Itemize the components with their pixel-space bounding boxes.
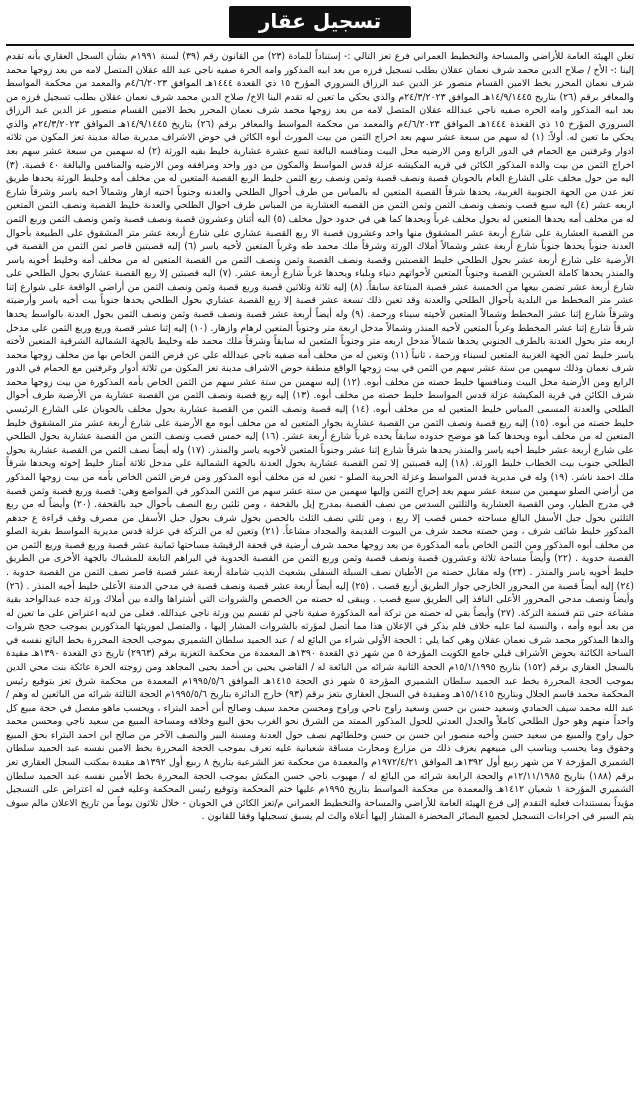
notice-body-block xyxy=(6,44,634,1100)
notice-body-text: تعلن الهيئة العامة للأراضي والمساحة والتخطيط العمراني فرع تعز التالي :- إستناداً للمادة (٢٣) من القانون رقم (٣٩) لسنة ١٩٩١م بشأن السجل العقاري بأنه تقدم إلينا :- الأخ / صلاح الدين محمد شرف نعمان عقلان بطلب تسجيل فرزه من بعد ابيه المذكور وامه الحرة صفيه ناجي عبد الله عقلان المتصل لامه من بعد زوجها محمد شرف نعمان المحرر بخط الامين القسام منصور عز الدين عبد الرزاق السروري المؤرخ ١٥ ذي القعدة ١٤٤٤هـ الموافق ٤/٦/٢٠٢٣م والمعمد من محكمة المواسط والمعافر برقم (٢٦) بتاريخ ١٤/٩/١٤٤٥هـ الموافق ٢٤/٣/٢٠٢٣م والذي يحكي ما تعين له تقدم الينا الاخ/ صلاح الدين محمد شرف نعمان عقلان بطلب تسجيل فرزه من بعد ابيه المذكور وامه الحره صفيه ناجي عبدالله عقلان المتصل لامه من بعد زوجها محمد شرف نعمان المحرر بخط الامين القسام منصور عز الدين عبد الرزاق السروري المؤرخ ١٥ ذي القعدة ١٤٤٤هـ الموافق ٤/٦/٢٠٢٣م والمعمد من محكمة المواسط والمعافر برقم (٢٦) بتاريخ ١٤/٩/١٤٤٥هـ الموافق ٢٤/٣/٢٠٢٣م والذي يحكي ما تعين له. أولاً: (١) له سهم من سبعة عشر سهم بعد اخراج الثمن من بيت المورث أبوه الكائن في حوض الاشراف مديرية صالة مدينة تعز المكون من ثلاثه ادوار وغرفتين مع الحمام في الدور الرابع ومن الارضيه محل البيت ومنافسه البالغة تسع عشرة عشارية خليط بقيه الورثة (٢) له سهمين من سبعة عشر سهم بعد اخراج الثمن من بيت والده المذكور الكائن في قريه المكيشه عزلة قدس المواسط والمكون من دور واحد ومرافقه ومن الارضيه والمنافس والبالغة ٤٠ قصبة. (٣) اليه من حول مخلف على الشارع العام بالحوبان قصبة ونصف قصبة وثمن ونصف ربع الثمن خليط الربع القصبة المتعين له من مخلف أمه وخليط الورثة يحدها طريق تعز عدن من الجهة الجنوبية الغربية، يحدها شرقاً القصبة المتعين له بالمباس من طرف أحوال الطلحي والعدنه وجنوباً اختيه ازهار وشمالاً اخيه ياسر وشرقاً شارع اربعه عشر (٤) اليه سبع قصب ونصف ونصف الثمن وثمن الثمن من القصبه العشارية من المباس طرف احوال الطلحي والعدنة خليط القصبة ونصف الثمن المتعين له من مخلف أمه يحدها المتعين له بحول مخلف غرباً وبحدها كما هي في حدود حول مخلف (٥) اليه أثنان وعشرون قصبة ونصف قصبة وثمن ونصف الثمن وربع الثمن من القصبة العشارية على شارع أربعة عشر المشقوق منها واحد وعشرون قصبة الا ربع القصبة عشاري على شارع أربعة عشر متر المشقوق على الطبيعة بأحوال العدنة جنوباً يحدها جنوباً شارع أربعة عشر وشمالاً أملاك الورثة وشرقاً ملك محمد طه وغرباً المتعين لأخيه ياسر (٦) إليه قصبتين قاصر ثمن الثمن من القصبة في الأرضية على شارع أربعة عشر بحول الطلحي خليط القصبتين وقصبة ونصف القصبة وثمن ونصف الثمن من القصبة المتعين له من مخلف أمه وخليط أخويه ياسر والمنذر يحدها كاملة العشرين القصبة وجنوباً المتعين لأخواتهم دنياء وبلباء ويحدها غرباً شارع أربعة عشر. (٧) اليه قصبتين إلا ربع القصبة عشاري بحول الطلحي على شارع أربعة عشر تضمن بيعها من الخمسة عشر قصبة المبتاعة سابقاً. (٨) إليه ثلاثة وثلاثين قصبة وربع قصبة وثمن ونصف الثمن من أراضي الواقعة على شوارع إثنا عشر متر المخطط من البلدية بأحوال الطلحي والعدنة وقد تعين ذلك تسعة عشر قصبة إلا ربع القصبة عشاري بحول الطلحي يحدها جنوباً بيت أخيه ياسر وأرضيته وشرقاً شارع إثنا عشر المخطط وشمالاً المتعين لأخيته سيناء ورحمة. (٩) وله أيضاً أربعة عشر قصبة ونصف قصبة وثمن ونصف الثمن بحول العدنة بالواسط يحدها شرقاً شارع إثنا عشر المخطط وغرباً المتعين لأخيه المنذر وشمالاً مدخل اربعة متر وجنوباً المتعين لرهام وازهار. (١٠) إليه إثنا عشر قصبة وربع وربع الثمن على مدخل اربعه متر بحول العدنة بالطرف الجنوبي يحدها شمالاً مدخل اربعه متر وجنوباً المتعين له سابقاً وشرقاً ملك محمد طه وخليط بالجهة الشمالية الشرقية المتعين لأخته ياسر خليط ثمن الجهة الغربية المتعين لسيناء ورحمة ، ثانياً (١١) وتعين له من مخلف أمه صفيه ناجي عبدالله علي عن فرض الثمن الخاص بها من مخلف زوجها محمد شرف نعمان وذلك سهمين من ستة عشر سهم من الثمن في بيت زوجها الواقع منطقة حوض الاشراف مدينة تعز المكون من ثلاثة أدوار وغرفتين مع الحمام في الدور الرابع ومن الأرضية محل البيت ومنافسها خليط حصته من مخلف أبوه. (١٢) إليه سهمين من ستة عشر سهم من الثمن الخاص بأمه المذكورة من بيت زوجها محمد شرف الكائن في قرية المكيشة عزلة قدس المواسط خليط حصته من مخلف أبوه. (١٣) إليه ربع قصبة ونصف الثمن من القصبة عشارية من الأرضية طرف أحوال الطلحي والعدنة المسمى المباس خليط المتعين له من مخلف أبوه. (١٤) إليه قصبة ونصف الثمن من القصبة عشارية بحول مخلف بالحوبان على الشارع الرئيسي خليط حصته من أبوه. (١٥) إليه ربع قصبة ونصف الثمن من القصبة عشارية بجوار المتعين له من مخلف أبوه مع الأرضية على شارع أربعة عشر متر المشقوق خليط المتعين له من مخلف أبوه ويحدها كما هو موضح حدوده سابقاً يحده غرباً شارع أربعة عشر. (١٦) إليه خمس قصب ونصف الثمن من القصبة عشارية بحول الطلحي على شارع أربعة عشر خليط أخيه ياسر والمنذر يحدها شرقاً شارع إثنا عشر وجنوباً المتعين لأخويه ياسر والمنذر. (١٧) وله أيضاً نصف الثمن من القصبة عشارية بحول الطلحي جنوب بيت الخطاب خليط الورثة. (١٨) إليه قصبتين إلا ثمن القصبة عشارية بحول العدنة بالجهة الشمالية على مدخل ثلاثة أمتار خليط إخوته ويحدها شرقاً ملك احمد ناشر. (١٩) وله في مديرية قدس المواسط وعزلة الحريبة الصلو - تعين له من مخلف أبوه المذكور ومن فرض الثمن الخاص بأمه من بيت زوجها المذكور من أراضي الصلو سهمين من سبعة عشر سهم بعد إخراج الثمن وإليها سهمين من ستة عشر سهم من الثمن المذكور في المواضع وهي: قصبة وربع قصبة وثمن قصبة في مدرج الطيار، ومن القصبة العشارية والثلثين السدس من نصف القصبة بمدرج إيل بالقحفة ، ومن ثلثين ربع النصف بأحوال حيد بالقحفة. (٢٠) وأيضاً له من ربع الثلثين بحول جبل الأسفل البالغ مساحته خمس قصب إلا ربع ، ومن ثلثي نصف الثلث بالحصن بحول شرف بحول جبل الأسفل من مصرف وقف قراءة ع جدهم المذكور خليط شائف شرف ، ومن حصته محمد شرف من البيوت القديمة والمجداد مشاعاً. (٢١) وتعين له من التركة في عزلة قدس مديرية المواسط بقرية الصلو من مخلف أبوه المذكور ومن الثمن الخاص بأمه المذكورة من بعد زوجها محمد شرف أرضية في قحفة الرقيشة مساحتها ثمانية عشر قصبة وربع قصبة وربع الثمن من القصبة حدوية . (٢٢) وأيضاً مساحة ثلاثة وعشرون قصبة ونصف قصبة وثمن وربع الثمن من القصبة الحدوية في البراهم التابعة للمشباك بالجهة الأخرى من الطريق خليط أخويه ياسر والمنذر . (٢٣) وله مقابل حصته من الأطيان نصف السبلة السفلى بشعيث الذيب شاملة أربعة عشر قصبة قاصر نصف الثمن من القصبة حدوية . (٢٤) إليه أيضاً قصبة من المحرور الخارجي جوار الطريق أربع قصب . (٢٥) إليه أيضاً أربعة عشر قصبة ونصف قصبة في مدحي الدمنة الأعلى خليط أخيه المنذر . (٢٦) وأيضاً ونصف مدحي المحرور الأعلى النافذ إلى الطريق سبع قصب . ويبقى له حصته من الخصص والشروات التي أشتراها والده بين أملاك ورثة جده عبدالواحد بقية مشاعة حتى تتم قسمة التركة. (٢٧) وأيضاً بقي له حصته من تركة أمه المذكورة صفية ناجي لم تقسم بين ورثة ناجي عبدالله. فعلى من لديه اعتراض على ما تعين له من بعد أبوه وأمه ، والنسبة لما عليه خلاف فلم يذكر في الإعلان هذا مما أتصل لمؤرثه بالشروات المشار إليها ، والمتصل لموريثها المذكورين بموجب حجج شروات والدها المذكور محمد شرف نعمان عقلان وهي كما يلي : الحجة الأولى شراء من البائع له / عبد الحميد سلطان الشميري بموجب الحجة المحررة بخط الباثع نفسه في الساحة الكائنة بحوض الأشراف قبلي جامع الكويت المؤرخة ٥ من شهر ذي القعدة ١٣٩٠هـ المعمدة من محكمة التعزية برقم (٢٩٦٣) تاريخ ذي القعدة ١٣٩٠هـ مقيدة بالسجل العقاري برقم (١٥٢) بتاريخ ١٥/١/١٩٩٥م الحجة الثانية شرائه من البائعة له / القاضي يحيى بن أحمد يحيى المجاهد ومن زوجته الحرة عائكة بنت محي الدين بموجب الحجة المحررة بخط عبد الحميد سلطان الشميري المؤرخة ٥ شهر ذي الحجة ١٤١٥هـ الموافق ١٩٩٥/٥/٦م المعمدة من محكمة شرق تعز بتوقيع رئيس المحكمة محمد قاسم الجلال وبتاريخ ١٥/١٤١٥هـ ومقيدة في السجل العقاري بتعز برقم (٩٣) خارج الدائرة بتاريخ ١٩٩٥/٥/٦م الحجة الثالثة شرائه من الباثعين له وهم / عبد الله محمد سيف الحمادي وسعيد حسن بن حسن وسعيد راوح ناجي وراوح ومحسن محمد سيف وصالح أبن أحمد البتراء ، ويحسب ماهو مفصل في حجة مبيع كل واحداً منهم وهو حول الطلحي كاملاً والجدل العدني للحول المذكور الممتد من الشرق نحو الغرب بحق البيع وخلافه ومساحة المبيع من سعيد ناجي ومحسن محمد حول راوح والمبيع من سعيد حسن وأخيه منصور ابن حسن بن حسن وخلطائهم نصف حول العدنة ومسنة البير والنصف الآخر من صالح ابن احمد البتراء بحق المبيع وحقوق وما يحسب ويناسب الى مبيعهم يعرف ذلك من مزارع ومحارث مساقة شعبانية عليه تعرف بموجب الحجة المحررة بخط الامين نفسه عبد الحميد سلطان الشميري المؤرخة ٧ من شهر ربيع أول ١٣٩٢هـ الموافق ١٩٧٢/٤/٢١م والمعمدة من محكمة تعز الشرعية بتاريخ ٨ ربيع أول ١٣٩٢هـ مقيدة بمكتب السجل العقاري تعز برقم (١٨٨) بتاريخ ١٢/١١/١٩٨٥م والحجة الرابعة شرائه من البائع له / مهيوب ناجي حسن المكش بموجب الحجة المحررة بخط الأمين نفسه عبد الحميد سلطان الشميري المؤرخة ١ شعبان ١٤١٢هـ والمعمدة من محكمة المواسط بتاريخ ١٩٩٥م عليها ختم المحكمة وتوقيع رئيس المحكمة وعليه فمن له اعتراض على التسجيل مؤيداً بمستندات فعليه التقدم إلى فرع الهيئة العامة للأراضي والمساحة والتخطيط العمراني م/تعز الكائن في الحوبان - خلال ثلاثون يوماً من تاريخ الاعلان مالم سوف يتم السير في اجراءات التسجيل لجميع البصائر المحضرة المشار إليها أعلاه والث لم يسبق تسجيلها وفقا للقانون . xyxy=(6,51,634,823)
ad-title: تسجيل عقار xyxy=(229,6,411,38)
title-bar xyxy=(6,6,634,38)
